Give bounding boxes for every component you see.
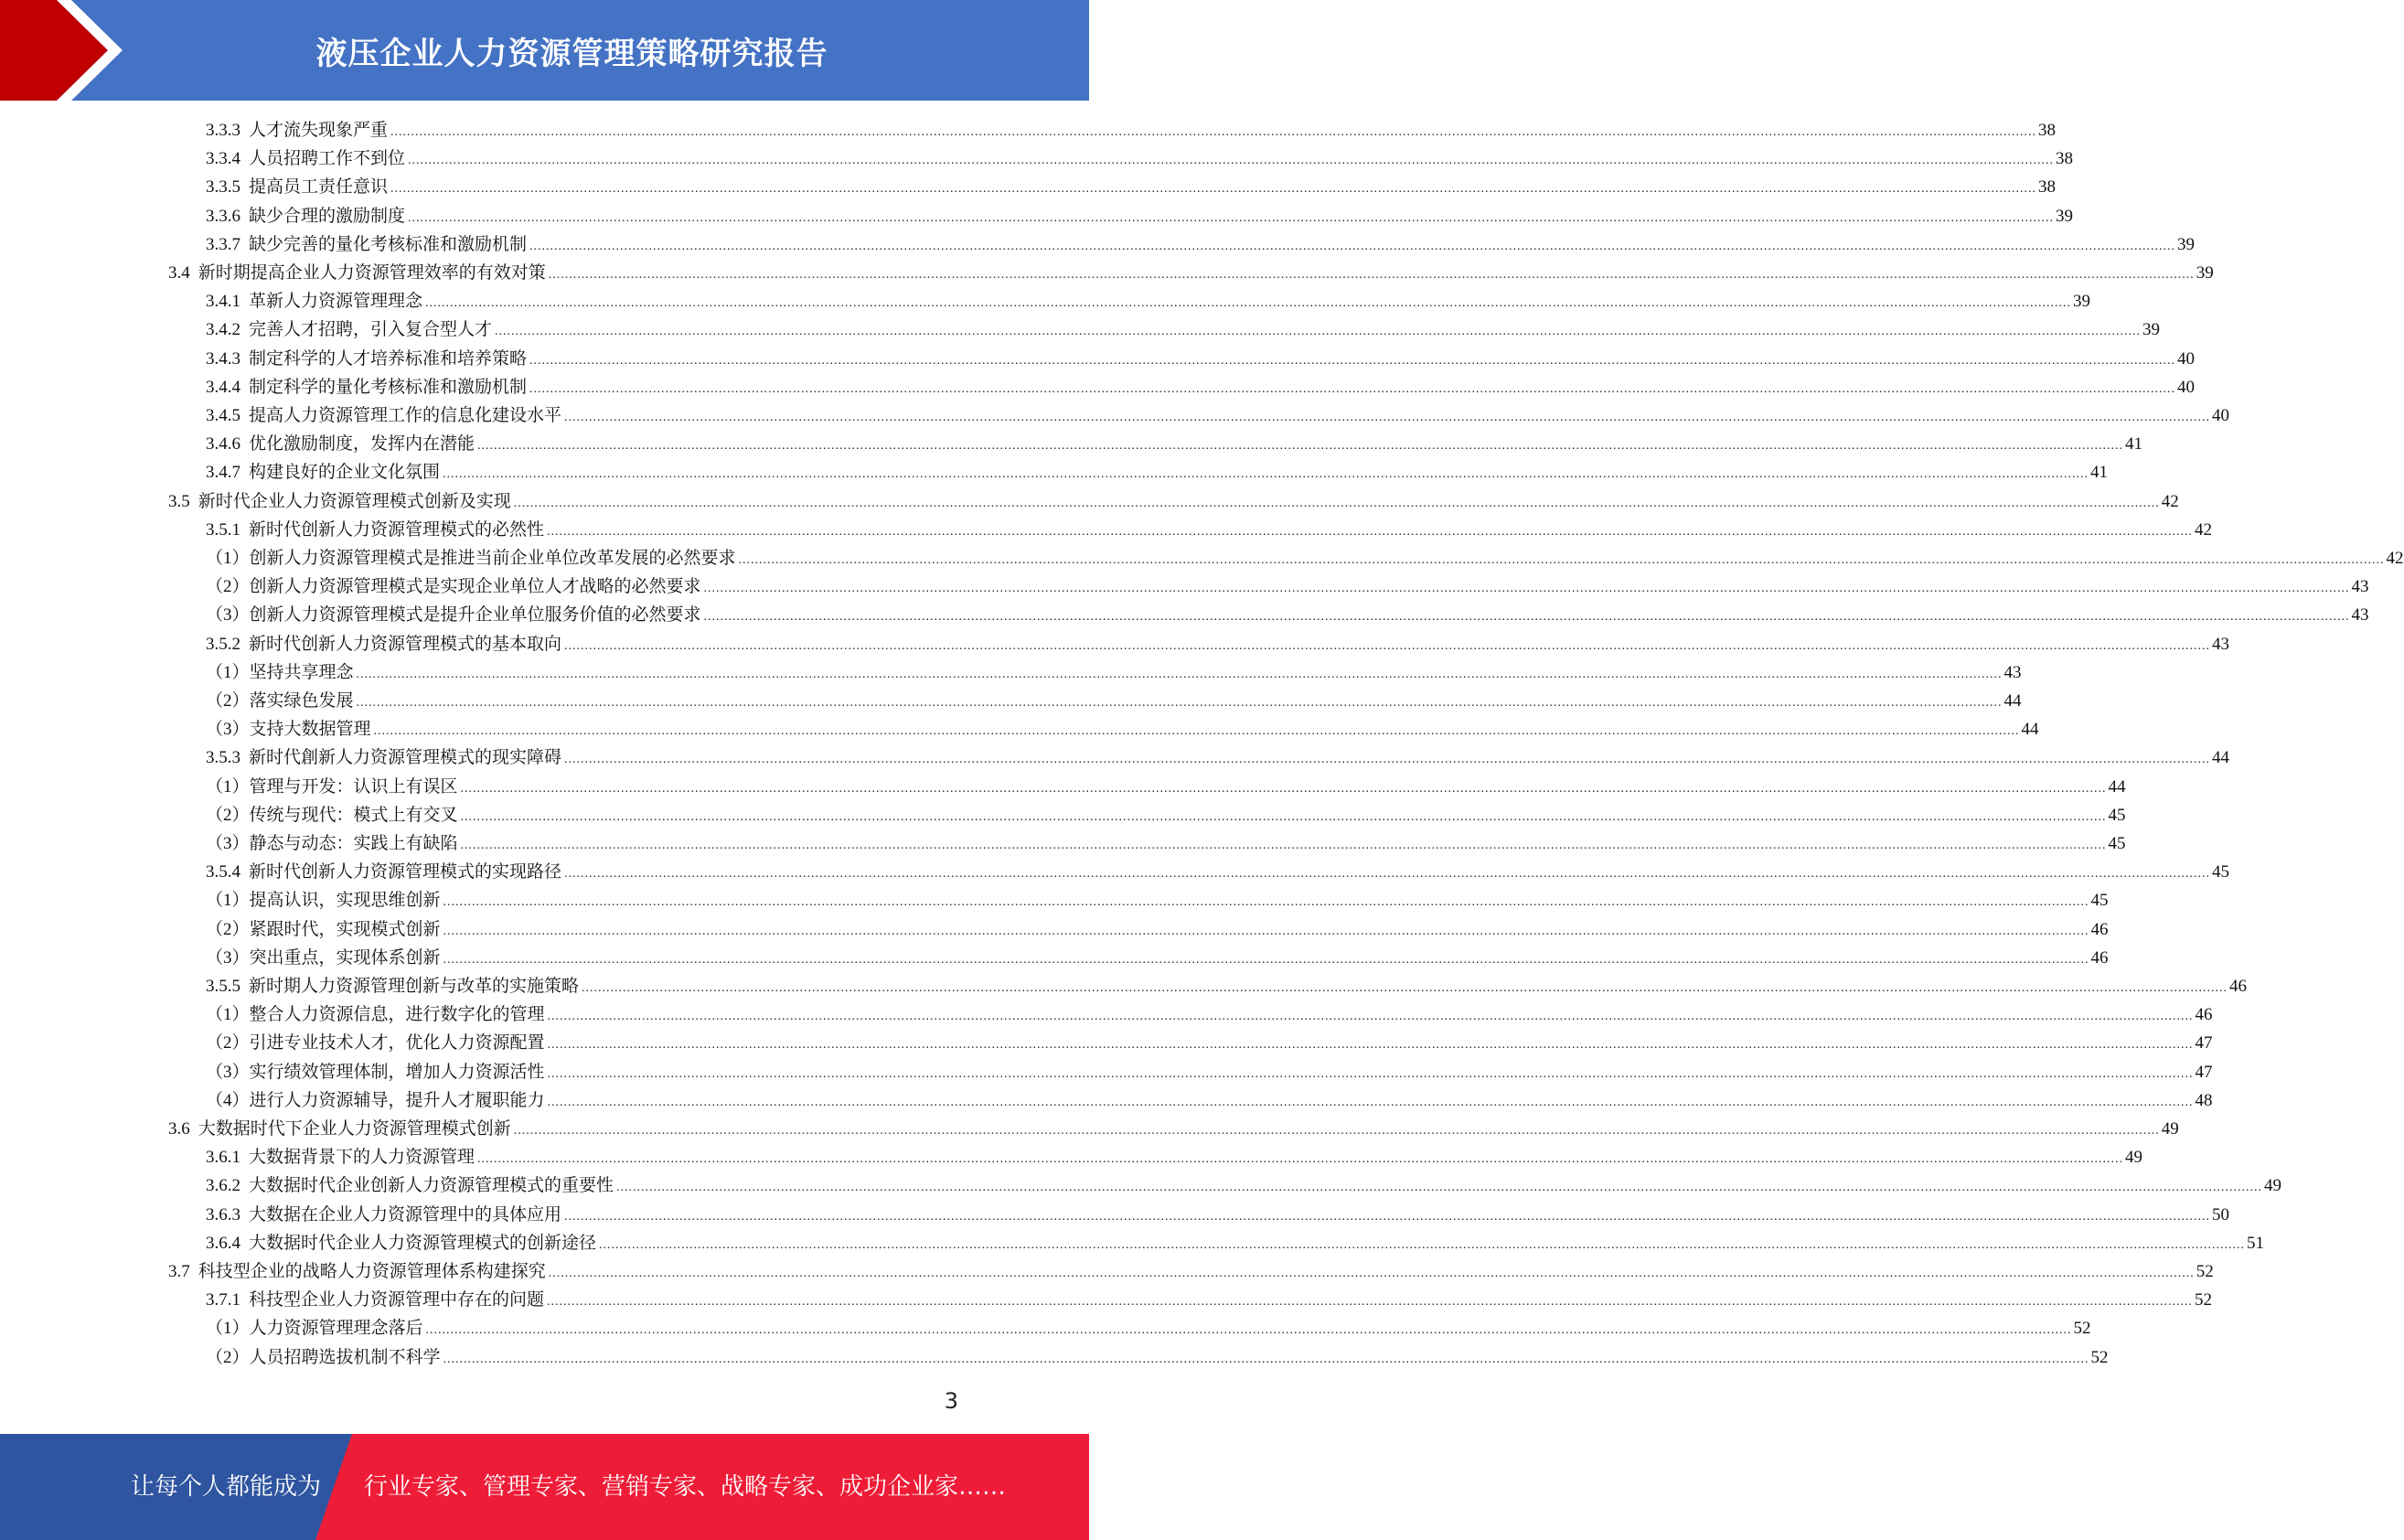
toc-entry-title: 大数据时代企业人力资源管理模式的创新途径 — [249, 1233, 597, 1253]
toc-entry-number: 3.6.3 — [206, 1204, 240, 1225]
toc-entry-title: 引进专业技术人才，优化人力资源配置 — [249, 1033, 545, 1053]
toc-entry-title: 大数据时代下企业人力资源管理模式创新 — [198, 1119, 511, 1139]
toc-entry-title: 构建良好的企业文化氛围 — [249, 463, 441, 483]
toc-entry-page: 43 — [2351, 577, 2369, 597]
toc-entry-page: 43 — [2003, 662, 2022, 682]
toc-entry-page: 47 — [2195, 1033, 2213, 1053]
dot-leader: ................................................................................................................................................................................................................................................................................................................................................................................................................ — [529, 381, 2176, 396]
dot-leader: ................................................................................................................................................................................................................................................................................................................................................................................................................ — [616, 1181, 2263, 1195]
toc-entry-page: 40 — [2177, 348, 2196, 369]
toc-entry-title: 紧跟时代，实现模式创新 — [249, 919, 441, 939]
toc-entry-page: 42 — [2386, 549, 2404, 568]
toc-entry[interactable] — [206, 972, 2248, 1000]
toc-entry-number: （2） — [206, 577, 250, 597]
toc-entry-title: 新时期人力资源管理创新与改革的实施策略 — [249, 977, 580, 996]
toc-entry-number: （1） — [206, 1005, 250, 1025]
dot-leader: ................................................................................................................................................................................................................................................................................................................................................................................................................ — [513, 1124, 2160, 1138]
toc-entry-number: 3.4.1 — [206, 292, 240, 312]
toc-entry-number: 3.7 — [168, 1262, 190, 1281]
toc-entry[interactable] — [206, 1229, 2265, 1257]
toc-entry[interactable] — [206, 230, 2196, 259]
toc-entry-number: 3.5.5 — [206, 977, 240, 996]
toc-entry[interactable] — [206, 516, 2213, 544]
toc-entry-number: 3.6.2 — [206, 1176, 240, 1196]
dot-leader: ................................................................................................................................................................................................................................................................................................................................................................................................................ — [703, 610, 2350, 625]
toc-entry[interactable] — [206, 829, 2126, 858]
toc-entry[interactable] — [168, 1257, 2214, 1286]
toc-entry-number: （2） — [206, 1347, 250, 1367]
dot-leader: ................................................................................................................................................................................................................................................................................................................................................................................................................ — [390, 182, 2037, 197]
toc-entry-number: 3.6.1 — [206, 1148, 240, 1168]
toc-entry[interactable] — [206, 687, 2022, 715]
toc-entry-title: 缺少合理的激励制度 — [249, 206, 406, 226]
toc-entry-page: 46 — [2195, 1005, 2213, 1025]
toc-entry-page: 52 — [2195, 1290, 2213, 1310]
dot-leader: ................................................................................................................................................................................................................................................................................................................................................................................................................ — [495, 325, 2142, 339]
toc-entry[interactable] — [206, 116, 2057, 144]
toc-entry-page: 49 — [2125, 1148, 2143, 1168]
dot-leader: ................................................................................................................................................................................................................................................................................................................................................................................................................ — [564, 753, 2211, 767]
dot-leader: ................................................................................................................................................................................................................................................................................................................................................................................................................ — [408, 210, 2055, 225]
toc-entry[interactable] — [206, 1000, 2213, 1029]
toc-entry[interactable] — [206, 373, 2196, 401]
dot-leader: ................................................................................................................................................................................................................................................................................................................................................................................................................ — [477, 439, 2124, 454]
toc-entry-number: 3.4.6 — [206, 434, 240, 455]
toc-entry-page: 47 — [2195, 1062, 2213, 1082]
toc-entry-title: 新时代創新人力资源管理模式的现实障碍 — [249, 748, 562, 768]
toc-entry[interactable] — [206, 858, 2230, 886]
toc-entry-page: 44 — [2003, 691, 2022, 711]
toc-entry-number: （4） — [206, 1090, 250, 1110]
dot-leader: ................................................................................................................................................................................................................................................................................................................................................................................................................ — [460, 839, 2107, 852]
dot-leader: ................................................................................................................................................................................................................................................................................................................................................................................................................ — [460, 809, 2107, 824]
toc-entry-title: 革新人力资源管理理念 — [249, 292, 423, 312]
toc-entry-page: 48 — [2195, 1090, 2213, 1110]
toc-entry[interactable] — [206, 1086, 2213, 1115]
toc-entry-title: 优化激励制度，发挥内在潜能 — [249, 434, 475, 455]
toc-entry[interactable] — [206, 315, 2161, 344]
dot-leader: ................................................................................................................................................................................................................................................................................................................................................................................................................ — [547, 1010, 2194, 1024]
toc-entry-page: 46 — [2229, 977, 2248, 996]
toc-entry-title: 提高认识，实现思维创新 — [249, 891, 441, 911]
toc-entry[interactable] — [206, 601, 2369, 629]
toc-entry-title: 新时代创新人力资源管理模式的必然性 — [249, 519, 545, 540]
toc-entry-title: 完善人才招聘，引入复合型人才 — [249, 320, 493, 340]
dot-leader: ................................................................................................................................................................................................................................................................................................................................................................................................................ — [443, 467, 2089, 482]
footer-banner — [0, 1434, 1089, 1540]
toc-entry-title: 创新人力资源管理模式是实现企业单位人才战略的必然要求 — [249, 577, 701, 597]
chevron-arrow-icon — [0, 0, 137, 101]
dot-leader: ................................................................................................................................................................................................................................................................................................................................................................................................................ — [425, 296, 2072, 311]
dot-leader: ................................................................................................................................................................................................................................................................................................................................................................................................................ — [443, 895, 2089, 910]
toc-entry-number: 3.3.3 — [206, 121, 240, 140]
toc-entry[interactable] — [206, 173, 2057, 201]
toc-entry[interactable] — [206, 345, 2196, 373]
toc-entry-number: （1） — [206, 662, 250, 682]
dot-leader: ................................................................................................................................................................................................................................................................................................................................................................................................................ — [513, 496, 2160, 510]
toc-entry[interactable] — [206, 1286, 2213, 1314]
toc-entry-number: （1） — [206, 891, 250, 911]
toc-entry-page: 38 — [2056, 149, 2074, 169]
toc-entry-page: 45 — [2090, 891, 2109, 911]
dot-leader: ................................................................................................................................................................................................................................................................................................................................................................................................................ — [443, 924, 2089, 938]
toc-entry-title: 新时期提高企业人力资源管理效率的有效对策 — [198, 263, 546, 283]
toc-entry-number: （1） — [206, 1319, 250, 1339]
toc-entry[interactable] — [206, 915, 2109, 944]
toc-entry-page: 39 — [2142, 320, 2161, 340]
toc-entry-page: 45 — [2108, 834, 2126, 853]
toc-entry-number: （3） — [206, 720, 250, 740]
toc-entry-number: （2） — [206, 805, 250, 825]
toc-entry[interactable] — [206, 801, 2126, 829]
toc-entry-title: 突出重点，实现体系创新 — [249, 947, 441, 968]
toc-entry-title: 人力资源管理理念落后 — [249, 1319, 423, 1339]
toc-entry-title: 缺少完善的量化考核标准和激励机制 — [249, 234, 528, 254]
toc-entry[interactable] — [206, 886, 2109, 914]
toc-entry-page: 46 — [2090, 947, 2109, 968]
toc-entry-page: 52 — [2073, 1319, 2091, 1339]
toc-entry-number: （3） — [206, 947, 250, 968]
toc-entry-number: 3.5.1 — [206, 519, 240, 540]
toc-entry[interactable] — [206, 1143, 2143, 1171]
toc-entry-number: 3.6.4 — [206, 1233, 240, 1253]
dot-leader: ................................................................................................................................................................................................................................................................................................................................................................................................................ — [425, 1323, 2072, 1338]
toc-entry-page: 43 — [2212, 634, 2230, 654]
header-bar — [0, 0, 1089, 101]
toc-entry-page: 44 — [2212, 748, 2230, 768]
toc-entry-page: 46 — [2090, 919, 2109, 939]
toc-entry[interactable] — [206, 544, 2404, 572]
dot-leader: ................................................................................................................................................................................................................................................................................................................................................................................................................ — [547, 524, 2194, 539]
toc-entry-number: （2） — [206, 1033, 250, 1053]
toc-entry[interactable] — [206, 202, 2074, 230]
dot-leader: ................................................................................................................................................................................................................................................................................................................................................................................................................ — [548, 268, 2195, 282]
toc-entry[interactable] — [206, 1314, 2091, 1342]
toc-entry-page: 39 — [2056, 206, 2074, 226]
toc-entry-title: 静态与动态：实践上有缺陷 — [249, 834, 458, 853]
dot-leader: ................................................................................................................................................................................................................................................................................................................................................................................................................ — [582, 981, 2228, 995]
toc-entry-page: 49 — [2161, 1119, 2179, 1139]
toc-entry-page: 42 — [2195, 519, 2213, 540]
dot-leader: ................................................................................................................................................................................................................................................................................................................................................................................................................ — [390, 125, 2037, 139]
toc-entry-page: 41 — [2090, 463, 2109, 483]
toc-entry-page: 40 — [2212, 406, 2230, 425]
dot-leader: ................................................................................................................................................................................................................................................................................................................................................................................................................ — [599, 1237, 2246, 1252]
toc-entry-number: 3.6 — [168, 1119, 190, 1139]
toc-entry-title: 科技型企业人力资源管理中存在的问题 — [249, 1290, 545, 1310]
dot-leader: ................................................................................................................................................................................................................................................................................................................................................................................................................ — [529, 239, 2176, 253]
dot-leader: ................................................................................................................................................................................................................................................................................................................................................................................................................ — [564, 867, 2211, 882]
toc-entry[interactable] — [206, 1058, 2213, 1086]
toc-entry-number: （3） — [206, 834, 250, 853]
toc-entry-number: （2） — [206, 691, 250, 711]
toc-entry-page: 44 — [2108, 776, 2126, 797]
toc-entry-title: 落实绿色发展 — [249, 691, 354, 711]
toc-entry-page: 40 — [2177, 377, 2196, 397]
toc-entry-title: 新时代企业人力资源管理模式创新及实现 — [198, 491, 511, 511]
toc-entry-number: 3.3.6 — [206, 206, 240, 226]
dot-leader: ................................................................................................................................................................................................................................................................................................................................................................................................................ — [564, 638, 2211, 653]
dot-leader: ................................................................................................................................................................................................................................................................................................................................................................................................................ — [548, 1267, 2195, 1280]
toc-entry-number: 3.3.4 — [206, 149, 240, 169]
toc-entry-title: 大数据时代企业创新人力资源管理模式的重要性 — [249, 1176, 614, 1196]
toc-entry-number: 3.4 — [168, 263, 190, 283]
toc-entry-number: 3.4.4 — [206, 377, 240, 397]
dot-leader: ................................................................................................................................................................................................................................................................................................................................................................................................................ — [477, 1152, 2124, 1167]
footer-slogan-right: 行业专家、管理专家、营销专家、战略专家、成功企业家…… — [364, 1473, 1007, 1501]
toc-entry-page: 45 — [2212, 862, 2230, 882]
dot-leader: ................................................................................................................................................................................................................................................................................................................................................................................................................ — [547, 1295, 2194, 1310]
document-title: 液压企业人力资源管理策略研究报告 — [315, 35, 828, 72]
toc-entry[interactable] — [206, 287, 2091, 315]
toc-entry-title: 人才流失现象严重 — [249, 121, 389, 140]
toc-entry-number: 3.5 — [168, 491, 190, 511]
toc-entry-title: 新时代创新人力资源管理模式的基本取向 — [249, 634, 562, 654]
toc-entry[interactable] — [168, 1115, 2179, 1143]
toc-entry-number: 3.4.3 — [206, 348, 240, 369]
toc-entry-title: 进行人力资源辅导，提升人才履职能力 — [249, 1090, 545, 1110]
toc-entry[interactable] — [206, 401, 2230, 430]
toc-entry-number: 3.5.4 — [206, 862, 240, 882]
toc-entry-title: 科技型企业的战略人力资源管理体系构建探究 — [198, 1262, 546, 1281]
toc-entry-number: 3.3.7 — [206, 234, 240, 254]
dot-leader: ................................................................................................................................................................................................................................................................................................................................................................................................................ — [356, 667, 2003, 681]
toc-entry-title: 制定科学的人才培养标准和培养策略 — [249, 348, 528, 369]
toc-entry[interactable] — [168, 487, 2179, 516]
toc-entry[interactable] — [206, 743, 2230, 772]
dot-leader: ................................................................................................................................................................................................................................................................................................................................................................................................................ — [443, 1352, 2089, 1366]
toc-entry-title: 制定科学的量化考核标准和激励机制 — [249, 377, 528, 397]
dot-leader: ................................................................................................................................................................................................................................................................................................................................................................................................................ — [703, 582, 2350, 596]
toc-entry-title: 整合人力资源信息，进行数字化的管理 — [249, 1005, 545, 1025]
toc-entry[interactable] — [206, 458, 2109, 487]
toc-entry[interactable] — [206, 658, 2022, 687]
dot-leader: ................................................................................................................................................................................................................................................................................................................................................................................................................ — [738, 553, 2385, 567]
toc-entry[interactable] — [206, 1201, 2230, 1229]
toc-entry[interactable] — [206, 430, 2143, 458]
dot-leader: ................................................................................................................................................................................................................................................................................................................................................................................................................ — [547, 1038, 2194, 1053]
toc-entry-page: 41 — [2125, 434, 2143, 455]
toc-entry[interactable] — [206, 1171, 2282, 1200]
dot-leader: ................................................................................................................................................................................................................................................................................................................................................................................................................ — [373, 724, 2020, 739]
toc-entry-page: 45 — [2108, 805, 2126, 825]
toc-entry-page: 42 — [2161, 491, 2179, 511]
toc-entry[interactable] — [206, 144, 2074, 173]
toc-entry-page: 39 — [2177, 234, 2196, 254]
toc-entry-number: 3.4.5 — [206, 406, 240, 425]
toc-entry-title: 传统与现代：模式上有交叉 — [249, 805, 458, 825]
page-number: 3 — [944, 1388, 958, 1414]
toc-entry-number: 3.5.3 — [206, 748, 240, 768]
toc-entry-number: 3.3.5 — [206, 177, 240, 198]
toc-entry-number: （1） — [206, 549, 250, 568]
toc-entry[interactable] — [206, 572, 2369, 601]
dot-leader: ................................................................................................................................................................................................................................................................................................................................................................................................................ — [564, 1209, 2211, 1224]
toc-entry-title: 创新人力资源管理模式是推进当前企业单位改革发展的必然要求 — [249, 549, 736, 568]
toc-entry-title: 人员招聘工作不到位 — [249, 149, 406, 169]
toc-entry-title: 大数据在企业人力资源管理中的具体应用 — [249, 1204, 562, 1225]
toc-entry-page: 49 — [2264, 1176, 2282, 1196]
toc-entry-page: 43 — [2351, 605, 2369, 626]
dot-leader: ................................................................................................................................................................................................................................................................................................................................................................................................................ — [460, 781, 2107, 796]
toc-entry-page: 39 — [2073, 292, 2091, 312]
toc-entry-page: 52 — [2196, 1262, 2214, 1281]
toc-entry-page: 51 — [2247, 1233, 2265, 1253]
toc-entry[interactable] — [168, 259, 2214, 287]
toc-entry-title: 提高员工责任意识 — [249, 177, 389, 198]
toc-entry-number: 3.4.7 — [206, 463, 240, 483]
toc-entry-page: 39 — [2196, 263, 2214, 283]
toc-entry-page: 44 — [2021, 720, 2039, 740]
toc-entry-title: 实行绩效管理体制，增加人力资源活性 — [249, 1062, 545, 1082]
toc-entry-page: 38 — [2038, 177, 2057, 198]
toc-entry[interactable] — [206, 1029, 2213, 1057]
toc-entry-title: 大数据背景下的人力资源管理 — [249, 1148, 475, 1168]
dot-leader: ................................................................................................................................................................................................................................................................................................................................................................................................................ — [443, 952, 2089, 967]
toc-entry-number: 3.7.1 — [206, 1290, 240, 1310]
toc-entry-title: 管理与开发：认识上有误区 — [249, 776, 458, 797]
dot-leader: ................................................................................................................................................................................................................................................................................................................................................................................................................ — [547, 1095, 2194, 1109]
toc-entry-title: 人员招聘选拔机制不科学 — [249, 1347, 441, 1367]
toc-entry[interactable] — [206, 630, 2230, 658]
toc-entry-number: （1） — [206, 776, 250, 797]
toc-entry[interactable] — [206, 715, 2039, 743]
toc-entry-number: 3.5.2 — [206, 634, 240, 654]
dot-leader: ................................................................................................................................................................................................................................................................................................................................................................................................................ — [564, 411, 2211, 424]
toc-entry-title: 提高人力资源管理工作的信息化建设水平 — [249, 406, 562, 425]
dot-leader: ................................................................................................................................................................................................................................................................................................................................................................................................................ — [529, 353, 2176, 368]
toc-entry-page: 50 — [2212, 1204, 2230, 1225]
dot-leader: ................................................................................................................................................................................................................................................................................................................................................................................................................ — [356, 696, 2003, 710]
toc-entry[interactable] — [206, 773, 2126, 801]
toc-entry-page: 52 — [2090, 1347, 2109, 1367]
dot-leader: ................................................................................................................................................................................................................................................................................................................................................................................................................ — [547, 1066, 2194, 1081]
toc-entry-number: （3） — [206, 1062, 250, 1082]
toc-entry-title: 支持大数据管理 — [249, 720, 371, 740]
toc-entry-title: 创新人力资源管理模式是提升企业单位服务价值的必然要求 — [249, 605, 701, 626]
toc-entry-title: 新时代创新人力资源管理模式的实现路径 — [249, 862, 562, 882]
toc-entry-title: 坚持共享理念 — [249, 662, 354, 682]
dot-leader: ................................................................................................................................................................................................................................................................................................................................................................................................................ — [408, 154, 2055, 168]
toc-entry[interactable] — [206, 1343, 2109, 1372]
toc-entry-page: 38 — [2038, 121, 2057, 140]
toc-entry-number: （2） — [206, 919, 250, 939]
toc-entry-number: （3） — [206, 605, 250, 626]
footer-slogan-left: 让每个人都能成为 — [131, 1473, 322, 1501]
toc-entry[interactable] — [206, 944, 2109, 972]
toc-entry-number: 3.4.2 — [206, 320, 240, 340]
